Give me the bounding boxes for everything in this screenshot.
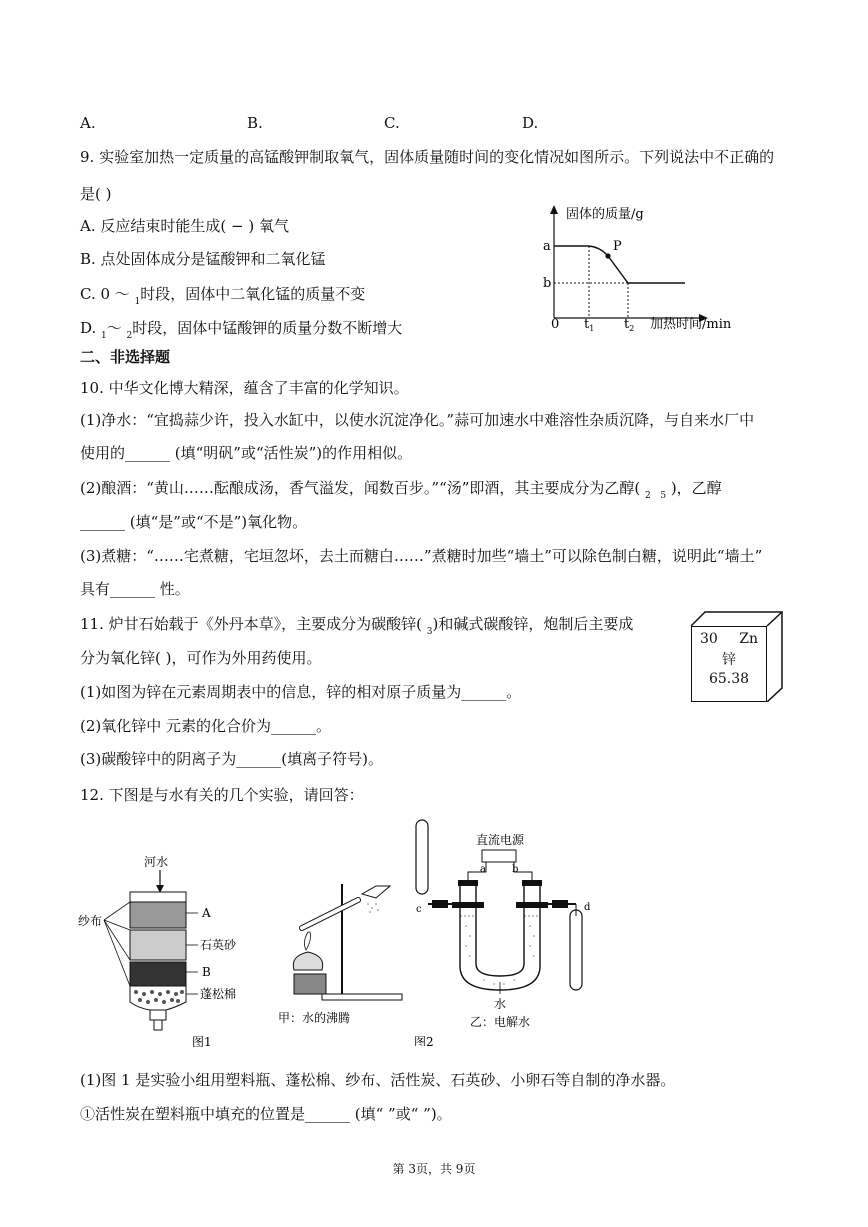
fig2-caption: 图2 [414, 1035, 434, 1046]
q12-stem: 12. 下图是与水有关的几个实验，请回答： [80, 786, 364, 804]
q11-p3: (3)碳酸锌中的阴离子为______(填离子符号)。 [80, 750, 383, 768]
stopper-right [522, 880, 542, 886]
q9-option-b: B. 点处固体成分是锰酸钾和二氧化锰 [80, 250, 326, 268]
fig1-label-a: A [202, 906, 211, 920]
section-title: 二、非选择题 [80, 348, 171, 366]
chart-xtick-t2: $t_2$ [624, 317, 635, 333]
q9-d-sub1: 1 [101, 331, 107, 341]
card-face [691, 626, 767, 702]
flame [304, 932, 310, 950]
fig1-layer-sand [130, 930, 186, 960]
fig1-layer-cotton [130, 986, 186, 1010]
chart-origin: 0 [551, 317, 560, 332]
fig2-power-label: 直流电源 [476, 833, 525, 847]
q10-p2-sub1: 2 [645, 491, 651, 501]
q12-p1: (1)图 1 是实验小组用塑料瓶、蓬松棉、纱布、活性炭、石英砂、小卵石等自制的净水器。 [80, 1071, 676, 1089]
q10-p2-pre: (2)酿酒：“黄山……酝酿成汤，香气溢发，闻数百步。”“汤”即酒，其主要成分为乙醇( [80, 479, 646, 497]
q9-c-pre: C. 0 ～ [80, 285, 135, 303]
valve-left [432, 900, 448, 908]
fig1-label-sand: 石英砂 [200, 938, 237, 952]
u-tube-outer [460, 884, 540, 990]
q9-option-a: A. 反应结束时能生成( − ) 氧气 [80, 217, 289, 235]
q11-p1: (1)如图为锌在元素周期表中的信息，锌的相对原子质量为______。 [80, 683, 522, 701]
stand-base [322, 994, 402, 1000]
q11-stem-line1 [80, 614, 633, 637]
figure-2-boiling-setup [272, 870, 412, 1030]
page-footer: 第 3页，共 9页 [392, 1162, 476, 1176]
u-tube-inner [476, 884, 524, 976]
q10-p1-line2: 使用的______ (填“明矾”或“活性炭”)的作用相似。 [80, 444, 413, 462]
clamp-right [516, 902, 548, 908]
q9-c-sub: 1 [134, 297, 141, 307]
point-p-label: P [613, 239, 622, 254]
element-name: 锌 [722, 652, 736, 668]
figure-1-water-filter [74, 852, 274, 1052]
option-c: C. [384, 114, 400, 132]
valve-right [552, 900, 568, 908]
chart-xlabel: 加热时间/min [650, 317, 732, 332]
q11-s1-post: )和碱式碳酸锌，炮制后主要成 [432, 615, 634, 633]
q10-stem: 10. 中华文化博大精深，蕴含了丰富的化学知识。 [80, 379, 409, 397]
q9-option-d [80, 318, 402, 341]
q12-p1-1: ①活性炭在塑料瓶中填充的位置是______ (填“ ”或“ ”)。 [80, 1105, 452, 1123]
q10-p2-line2: ______ (填“是”或“不是”)氧化物。 [80, 513, 308, 531]
point-p [605, 253, 610, 258]
q9-d-post: 时段，固体中锰酸钾的质量分数不断增大 [132, 319, 403, 337]
fig1-gauze-label: 纱布 [78, 914, 103, 928]
fig1-label-b: B [202, 965, 211, 979]
clamp-left [452, 902, 484, 908]
chart-ytick-b: b [543, 276, 552, 291]
glass-plate [362, 886, 390, 898]
figure-2-electrolysis [408, 816, 608, 1046]
q9-d-pre: D. [80, 319, 102, 337]
fig2-label-a: a [480, 864, 486, 875]
q9-option-c [80, 284, 365, 307]
q10-p1-line1: (1)净水：“宜捣蒜少许，投入水缸中，以使水沉淀净化。”蒜可加速水中难溶性杂质沉降，与自来水厂中 [80, 411, 755, 429]
option-d: D. [522, 114, 539, 132]
alcohol-lamp [293, 952, 322, 970]
fig1-river-water-label: 河水 [144, 855, 169, 869]
q10-p2-sub2: 5 [660, 491, 667, 501]
tube-c [416, 820, 428, 894]
q11-p2: (2)氧化锌中 元素的化合价为______。 [80, 717, 332, 735]
fig2-label-b: b [512, 864, 519, 875]
stopper-left [458, 880, 478, 886]
fig1-layer-a [130, 902, 186, 928]
q9-stem-line2: 是( ) [80, 185, 112, 203]
q9-d-mid: ～ [106, 319, 127, 337]
q9-c-post: 时段，固体中二氧化锰的质量不变 [140, 285, 366, 303]
q11-s1-sub: 3 [426, 627, 433, 637]
fig2-water-label: 水 [494, 997, 507, 1011]
element-symbol: Zn [739, 631, 758, 647]
q11-s1-pre: 11. 炉甘石始载于《外丹本草》，主要成分为碳酸锌( [80, 615, 427, 633]
fig1-label-cotton: 蓬松棉 [200, 987, 237, 1001]
fig2-label-d: d [584, 902, 591, 913]
fig2-boil-caption: 甲：水的沸腾 [278, 1011, 351, 1025]
option-b: B. [247, 114, 263, 132]
chart-ytick-a: a [543, 239, 551, 254]
y-axis-arrow-icon [550, 205, 558, 214]
card-top-row [692, 627, 766, 647]
zinc-element-card [691, 610, 783, 702]
q10-p3-line2: 具有______ 性。 [80, 580, 190, 598]
q9-d-sub2: 2 [126, 331, 133, 341]
fig2-elec-caption: 乙：电解水 [470, 1015, 531, 1029]
power-supply [482, 850, 516, 862]
q10-p2-line1 [80, 478, 722, 501]
atomic-number: 30 [700, 631, 718, 647]
chart-xtick-t1: $t_1$ [584, 317, 595, 333]
q10-p3-line1: (3)煮糖：“……宅煮糖，宅垣忽坏，去土而糖白……”煮糖时加些“墙土”可以除色制白糖，说明此“墙土” [80, 547, 763, 565]
fig1-caption: 图1 [192, 1035, 212, 1049]
q9-stem-line1: 9. 实验室加热一定质量的高锰酸钾制取氧气，固体质量随时间的变化情况如图所示。下列说法中不正确的 [80, 148, 775, 166]
fig1-bottle-top [130, 892, 186, 902]
option-a: A. [80, 114, 96, 132]
mass-time-chart [530, 200, 770, 340]
lamp-stand [294, 974, 326, 994]
fig1-spout [154, 1020, 162, 1030]
tube-d [570, 910, 582, 990]
fig1-layer-b [130, 962, 186, 986]
q10-p2-post: )，乙醇 [666, 479, 722, 497]
fig1-neck [150, 1010, 166, 1020]
fig2-label-c: c [416, 904, 422, 915]
q11-stem-line2: 分为氧化锌( )，可作为外用药使用。 [80, 649, 322, 667]
atomic-mass: 65.38 [708, 671, 750, 687]
chart-ylabel: 固体的质量/g [566, 207, 644, 222]
steam-dots [367, 903, 379, 913]
